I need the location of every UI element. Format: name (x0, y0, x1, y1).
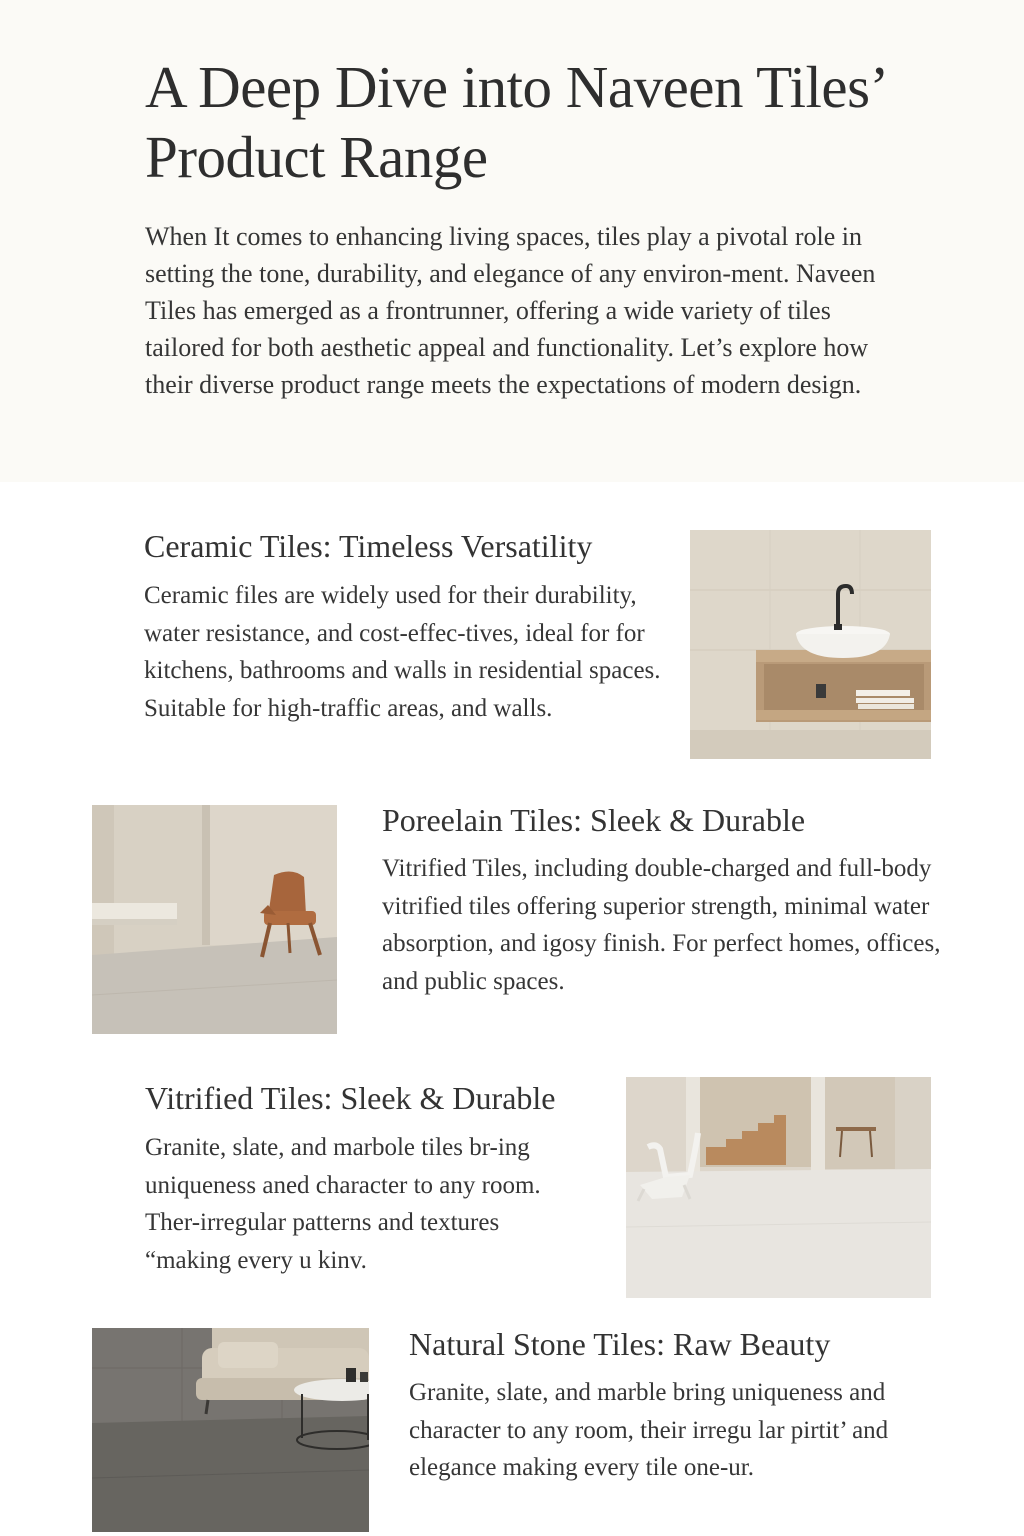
bathroom-sink-photo (690, 530, 931, 759)
armchair-room-photo (92, 805, 337, 1034)
vitrified-tiles-heading: Vitrified Tiles: Sleek & Durable (145, 1080, 556, 1116)
natural-stone-tiles-heading: Natural Stone Tiles: Raw Beauty (409, 1326, 831, 1362)
porcelain-tiles-text: Vitrified Tiles, including double-charged and full-body vitrified tiles offering superior strength, minimal water absorption, and igosy finish. For perfect homes, offices, and public spaces. (382, 855, 941, 995)
vitrified-tiles-text: Granite, slate, and marbole tiles br-ing uniqueness aned character to any room. Ther-irregular patterns and textures “making every u kinv. (145, 1134, 541, 1274)
open-interior-photo (626, 1077, 931, 1298)
stone-living-room-photo (92, 1328, 369, 1532)
ceramic-tiles-text: Ceramic files are widely used for their durability, water resistance, and cost-effec-tives, ideal for for kitchens, bathrooms and walls in residential spaces. Suitable for high-traffic areas, and walls. (144, 582, 661, 722)
intro-paragraph: When It comes to enhancing living spaces, tiles play a pivotal role in setting the tone, durability, and elegance of any environ-ment. Naveen Tiles has emerged as a frontrunner, offering a wide variety of tiles tailored for both aesthetic appeal and functionality. Let’s explore how their diverse product range meets the expectations of modern design. (145, 222, 876, 399)
natural-stone-tiles-text: Granite, slate, and marble bring uniqueness and character to any room, their irregu lar pirtit’ and elegance making every tile one-ur. (409, 1379, 889, 1481)
intro-section (0, 0, 1024, 482)
porcelain-tiles-heading: Poreelain Tiles: Sleek & Durable (382, 802, 806, 838)
page-title: A Deep Dive into Naveen Tiles’ Product Range (145, 54, 885, 190)
ceramic-tiles-heading: Ceramic Tiles: Timeless Versatility (144, 528, 593, 564)
